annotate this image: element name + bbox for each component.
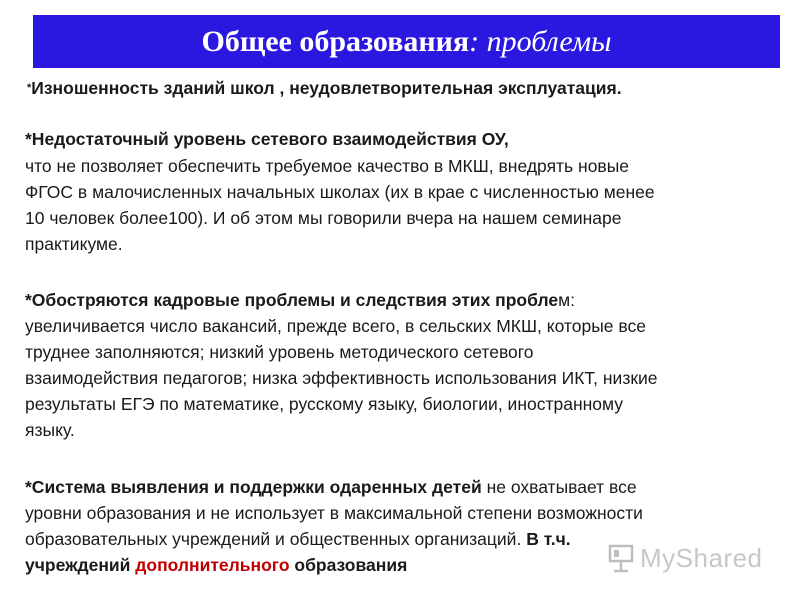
item-1-star: * [27,82,32,94]
item-4-line-2 [25,528,571,550]
item-4-line-3 [25,554,407,576]
item-4-line-3-bold-b: образования [289,555,408,575]
item-3-line-4: результаты ЕГЭ по математике, русскому языку, биологии, иностранному [25,394,623,414]
item-1 [27,77,622,99]
item-4-line-2-bold: В т.ч. [526,529,571,549]
item-2-line-3: 10 человек более100). И об этом мы говорили вчера на нашем семинаре [25,208,622,228]
item-3-heading-normal: м: [558,290,576,310]
item-2-line-4: практикуме. [25,234,123,254]
item-3-heading [25,289,575,311]
item-4-line-3-red: дополнительного [135,555,290,575]
item-3-line-5: языку. [25,420,75,440]
item-2-line-2: ФГОС в малочисленных начальных школах (их в крае с численностью менее [25,182,655,202]
item-4-line-3-bold-a: учреждений [25,555,136,575]
item-3-line-2: труднее заполняются; низкий уровень методического сетевого [25,342,534,362]
watermark [608,538,768,578]
item-2-line-1: что не позволяет обеспечить требуемое качество в МКШ, внедрять новые [25,156,630,176]
item-4-heading-bold: *Система выявления и поддержки одаренных детей [25,477,482,497]
item-2-heading: *Недостаточный уровень сетевого взаимодействия ОУ, [25,129,509,149]
watermark-text: MyShared [640,542,763,573]
item-4-line-2-normal: образовательных учреждений и общественных организаций. [25,529,527,549]
item-4-heading-normal: не охватывает все [481,477,637,497]
item-3-line-3: взаимодействия педагогов; низка эффективность использования ИКТ, низкие [25,368,658,388]
item-1-text: Изношенность зданий школ , неудовлетворительная эксплуатация. [31,78,622,98]
title-italic: : проблемы [469,24,612,58]
title-bold: Общее образования [201,24,470,58]
presentation-board-icon [608,543,634,573]
item-3-line-1: увеличивается число вакансий, прежде всего, в сельских МКШ, которые все [25,316,646,336]
item-3-heading-bold: *Обостряются кадровые проблемы и следствия этих пробле [25,290,559,310]
item-4-heading [25,476,637,498]
item-4-line-1: уровни образования и не использует в максимальной степени возможности [25,503,643,523]
